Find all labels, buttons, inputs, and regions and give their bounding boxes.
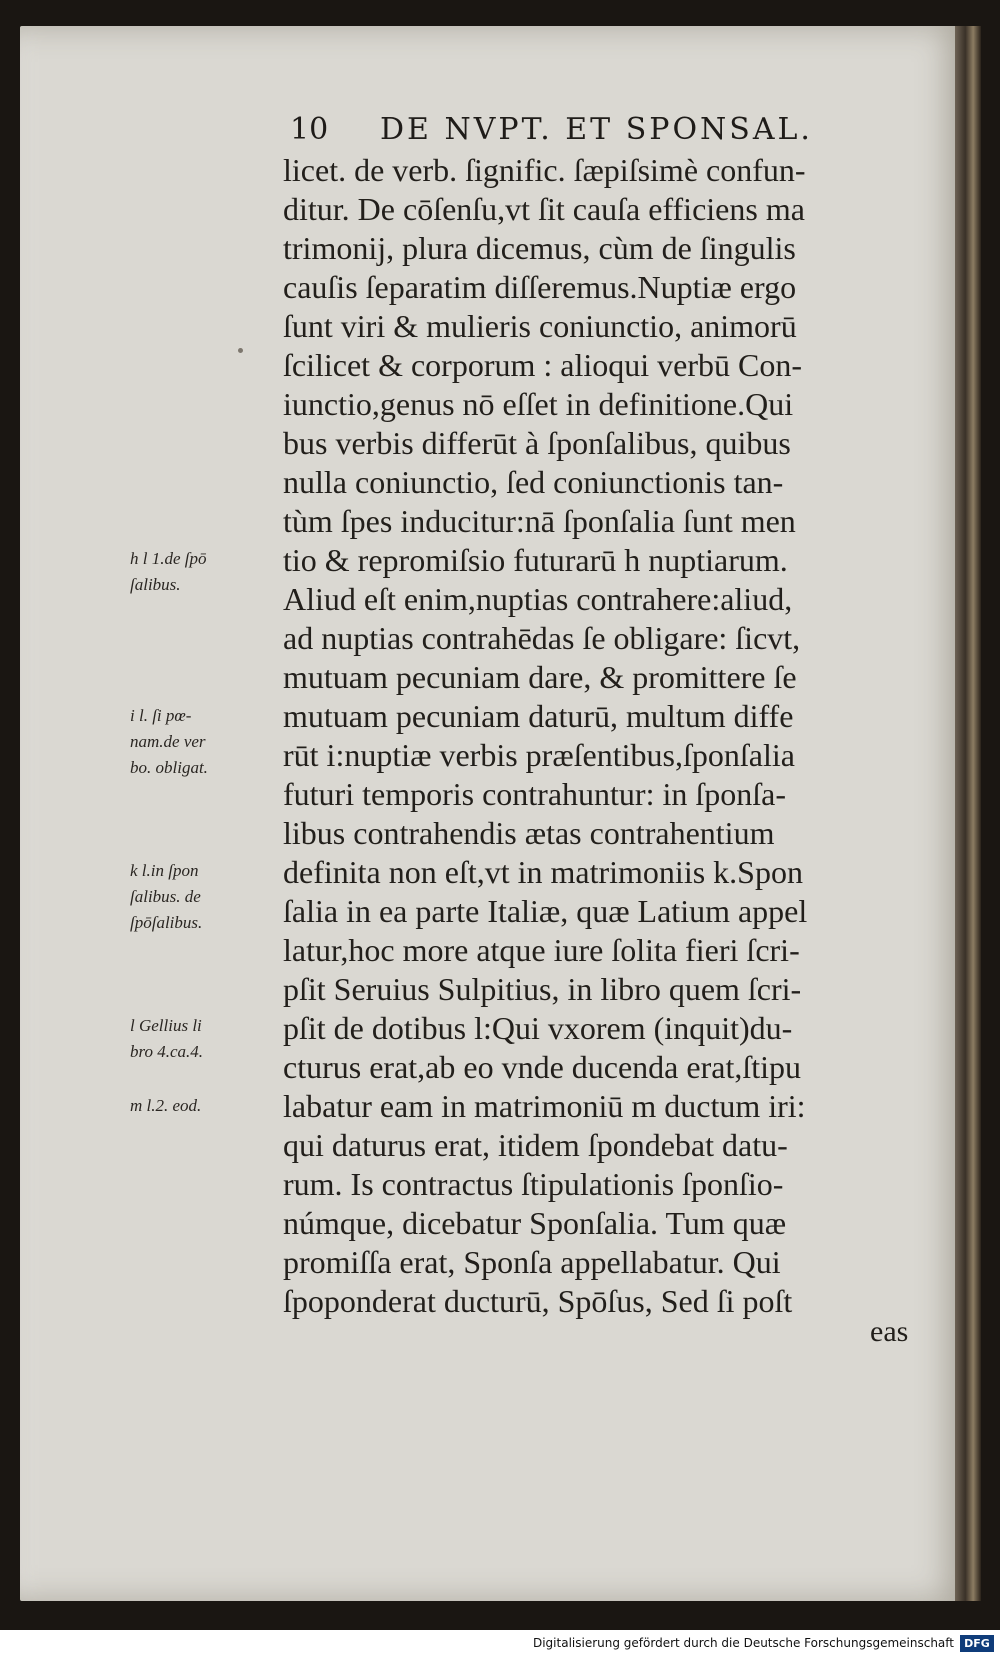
text-line: libus contrahendis ætas contrahentium: [283, 815, 775, 851]
text-line: ſalia in ea parte Italiæ, quæ Latium appel: [283, 893, 808, 929]
marginal-note-line: bro 4.ca.4.: [130, 1042, 204, 1061]
text-line: iunctio,genus nō eſſet in definitione.Qui: [283, 386, 794, 422]
text-line: mutuam pecuniam dare, & promittere ſe: [283, 659, 797, 695]
dfg-logo: DFG: [960, 1635, 994, 1652]
text-line: númque, dicebatur Sponſalia. Tum quæ: [283, 1205, 787, 1241]
text-line: ſpoponderat ducturū, Spōſus, Sed ſi poſt: [283, 1283, 793, 1319]
text-line: nulla coniunctio, ſed coniunctionis tan-: [283, 464, 784, 500]
marginal-note-line: bo. obligat.: [130, 758, 208, 777]
text-line: latur,hoc more atque iure ſolita fieri ſcri-: [283, 932, 800, 968]
text-line: qui daturus erat, itidem ſpondebat datu-: [283, 1127, 788, 1163]
running-title: DE NVPT. ET SPONSAL.: [380, 112, 813, 147]
text-line: ditur. De cōſenſu,vt ſit cauſa efficiens ma: [283, 191, 805, 227]
text-line: pſit Seruius Sulpitius, in libro quem ſcri-: [283, 971, 802, 1007]
page-number: 10: [290, 112, 329, 147]
marginal-note-line: i l. ſi pœ-: [130, 706, 192, 725]
text-line: tùm ſpes inducitur:nā ſponſalia ſunt men: [283, 503, 796, 539]
text-line: ſunt viri & mulieris coniunctio, animorū: [283, 308, 797, 344]
text-line: rum. Is contractus ſtipulationis ſponſio-: [283, 1166, 784, 1202]
text-line: mutuam pecuniam daturū, multum diffe: [283, 698, 794, 734]
text-line: promiſſa erat, Sponſa appellabatur. Qui: [283, 1244, 781, 1280]
text-line: licet. de verb. ſignific. ſæpiſsimè confun-: [283, 152, 806, 188]
marginal-note-line: m l.2. eod.: [130, 1096, 202, 1115]
text-line: definita non eſt,vt in matrimoniis k.Spon: [283, 854, 803, 890]
marginal-note-line: ſalibus.: [130, 575, 181, 594]
catchword: eas: [870, 1315, 909, 1348]
text-line: trimonij, plura dicemus, cùm de ſingulis: [283, 230, 796, 266]
marginal-note-line: nam.de ver: [130, 732, 206, 751]
marginal-note-line: ſpōſalibus.: [130, 913, 203, 932]
text-line: labatur eam in matrimoniū m ductum iri:: [283, 1088, 806, 1124]
marginal-note-line: k l.in ſpon: [130, 861, 199, 880]
text-line: tio & repromiſsio futurarū h nuptiarum.: [283, 542, 788, 578]
text-line: rūt i:nuptiæ verbis præſentibus,ſponſalia: [283, 737, 795, 773]
marginal-note-line: ſalibus. de: [130, 887, 201, 906]
text-line: cauſis ſeparatim diſſeremus.Nuptiæ ergo: [283, 269, 797, 305]
footer: [0, 1632, 1000, 1658]
marginal-note-line: h l 1.de ſpō: [130, 549, 207, 568]
text-line: ad nuptias contrahēdas ſe obligare: ſicvt,: [283, 620, 801, 656]
text-line: futuri temporis contrahuntur: in ſponſa-: [283, 776, 786, 812]
text-line: cturus erat,ab eo vnde ducenda erat,ſtipu: [283, 1049, 801, 1085]
text-line: pſit de dotibus l:Qui vxorem (inquit)du-: [283, 1010, 793, 1046]
text-line: bus verbis differūt à ſponſalibus, quibus: [283, 425, 791, 461]
text-line: ſcilicet & corporum : alioqui verbū Con-: [283, 347, 802, 383]
footer-credit: Digitalisierung gefördert durch die Deutsche Forschungsgemeinschaft: [532, 1636, 954, 1650]
marginal-notes: [130, 0, 280, 1500]
text-line: Aliud eſt enim,nuptias contrahere:aliud,: [283, 581, 793, 617]
marginal-note-line: l Gellius li: [130, 1016, 202, 1035]
page-edge: [955, 26, 981, 1601]
running-header: [290, 108, 850, 152]
